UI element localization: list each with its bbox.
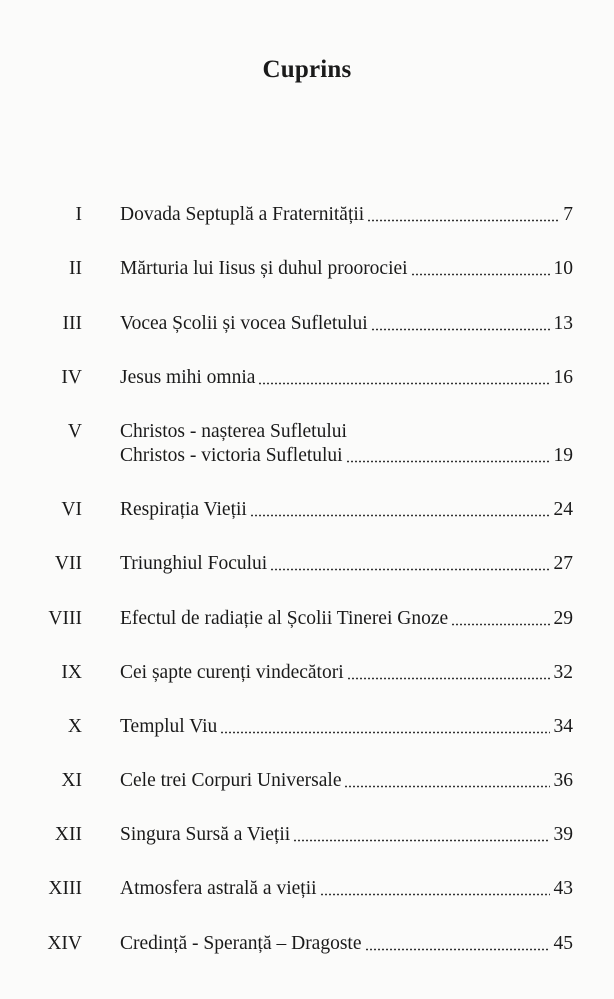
- chapter-title: Cele trei Corpuri Universale: [120, 770, 342, 791]
- chapter-numeral: I: [75, 204, 82, 225]
- chapter-title-line: [120, 257, 573, 281]
- page-number: 24: [553, 499, 573, 520]
- chapter-title-line: [120, 823, 573, 847]
- chapter-numeral: IV: [61, 367, 82, 388]
- chapter-title: Triunghiul Focului: [120, 553, 268, 574]
- chapter-content: [120, 932, 573, 956]
- chapter-content: [120, 257, 573, 281]
- page-number: 19: [553, 445, 573, 466]
- chapter-title: Cei șapte curenți vindecători: [120, 662, 344, 683]
- chapter-title: Templul Viu: [120, 716, 218, 737]
- chapter-numeral: XII: [54, 824, 82, 845]
- chapter-numeral: XI: [61, 770, 82, 791]
- chapter-title-line: [120, 312, 573, 336]
- chapter-content: [120, 607, 573, 631]
- chapter-title-line: [120, 498, 573, 522]
- chapter-title-line: [120, 769, 573, 793]
- page-number: 32: [553, 662, 573, 683]
- page-number: 27: [553, 553, 573, 574]
- chapter-numeral: II: [69, 258, 82, 279]
- chapter-content: [120, 366, 573, 390]
- chapter-content: [120, 715, 573, 739]
- dot-leader: [220, 731, 549, 734]
- chapter-numeral: III: [62, 313, 82, 334]
- chapter-title: Christos - victoria Sufletului: [120, 445, 343, 466]
- page-number: 43: [553, 878, 573, 899]
- page-number: 13: [553, 313, 573, 334]
- chapter-title-line: [120, 420, 573, 444]
- dot-leader: [365, 948, 550, 951]
- dot-leader: [320, 893, 550, 896]
- page-number: 7: [563, 204, 573, 225]
- chapter-content: [120, 498, 573, 522]
- chapter-title: Mărturia lui Iisus și duhul proorociei: [120, 258, 408, 279]
- dot-leader: [270, 568, 549, 571]
- dot-leader: [367, 219, 559, 222]
- page-number: 45: [553, 933, 573, 954]
- chapter-numeral: IX: [61, 662, 82, 683]
- dot-leader: [347, 677, 550, 680]
- chapter-content: [120, 769, 573, 793]
- chapter-title: Christos - nașterea Sufletului: [120, 421, 347, 442]
- chapter-title: Efectul de radiație al Școlii Tinerei Gnoze: [120, 608, 449, 629]
- dot-leader: [344, 785, 549, 788]
- chapter-title-line: [120, 715, 573, 739]
- dot-leader: [250, 514, 550, 517]
- chapter-numeral: XIV: [47, 933, 82, 954]
- chapter-title-line: [120, 932, 573, 956]
- chapter-title: Jesus mihi omnia: [120, 367, 256, 388]
- chapter-content: [120, 420, 573, 468]
- page-number: 16: [553, 367, 573, 388]
- page-number: 29: [553, 608, 573, 629]
- page-number: 36: [553, 770, 573, 791]
- chapter-title: Dovada Septuplă a Fraternității: [120, 204, 365, 225]
- chapter-numeral: VII: [54, 553, 82, 574]
- dot-leader: [451, 623, 549, 626]
- page-number: 39: [553, 824, 573, 845]
- chapter-title: Vocea Școlii și vocea Sufletului: [120, 313, 368, 334]
- chapter-title: Singura Sursă a Vieții: [120, 824, 291, 845]
- dot-leader: [371, 328, 550, 331]
- chapter-content: [120, 312, 573, 336]
- chapter-content: [120, 661, 573, 685]
- chapter-title-line: [120, 444, 573, 468]
- chapter-content: [120, 877, 573, 901]
- dot-leader: [346, 460, 550, 463]
- chapter-numeral: XIII: [48, 878, 82, 899]
- chapter-numeral: VIII: [48, 608, 82, 629]
- chapter-title-line: [120, 366, 573, 390]
- chapter-content: [120, 552, 573, 576]
- chapter-numeral: V: [67, 421, 82, 442]
- page-number: 10: [553, 258, 573, 279]
- dot-leader: [258, 382, 549, 385]
- chapter-title-line: [120, 552, 573, 576]
- chapter-numeral: VI: [61, 499, 82, 520]
- page-title: Cuprins: [262, 56, 352, 83]
- dot-leader: [293, 839, 549, 842]
- chapter-title-line: [120, 607, 573, 631]
- chapter-title-line: [120, 661, 573, 685]
- dot-leader: [411, 273, 550, 276]
- chapter-content: [120, 203, 573, 227]
- chapter-numeral: X: [67, 716, 82, 737]
- chapter-title-line: [120, 203, 573, 227]
- chapter-title: Respirația Vieții: [120, 499, 247, 520]
- page-number: 34: [553, 716, 573, 737]
- chapter-title: Atmosfera astrală a vieții: [120, 878, 317, 899]
- chapter-content: [120, 823, 573, 847]
- chapter-title-line: [120, 877, 573, 901]
- chapter-title: Credință - Speranță – Dragoste: [120, 933, 362, 954]
